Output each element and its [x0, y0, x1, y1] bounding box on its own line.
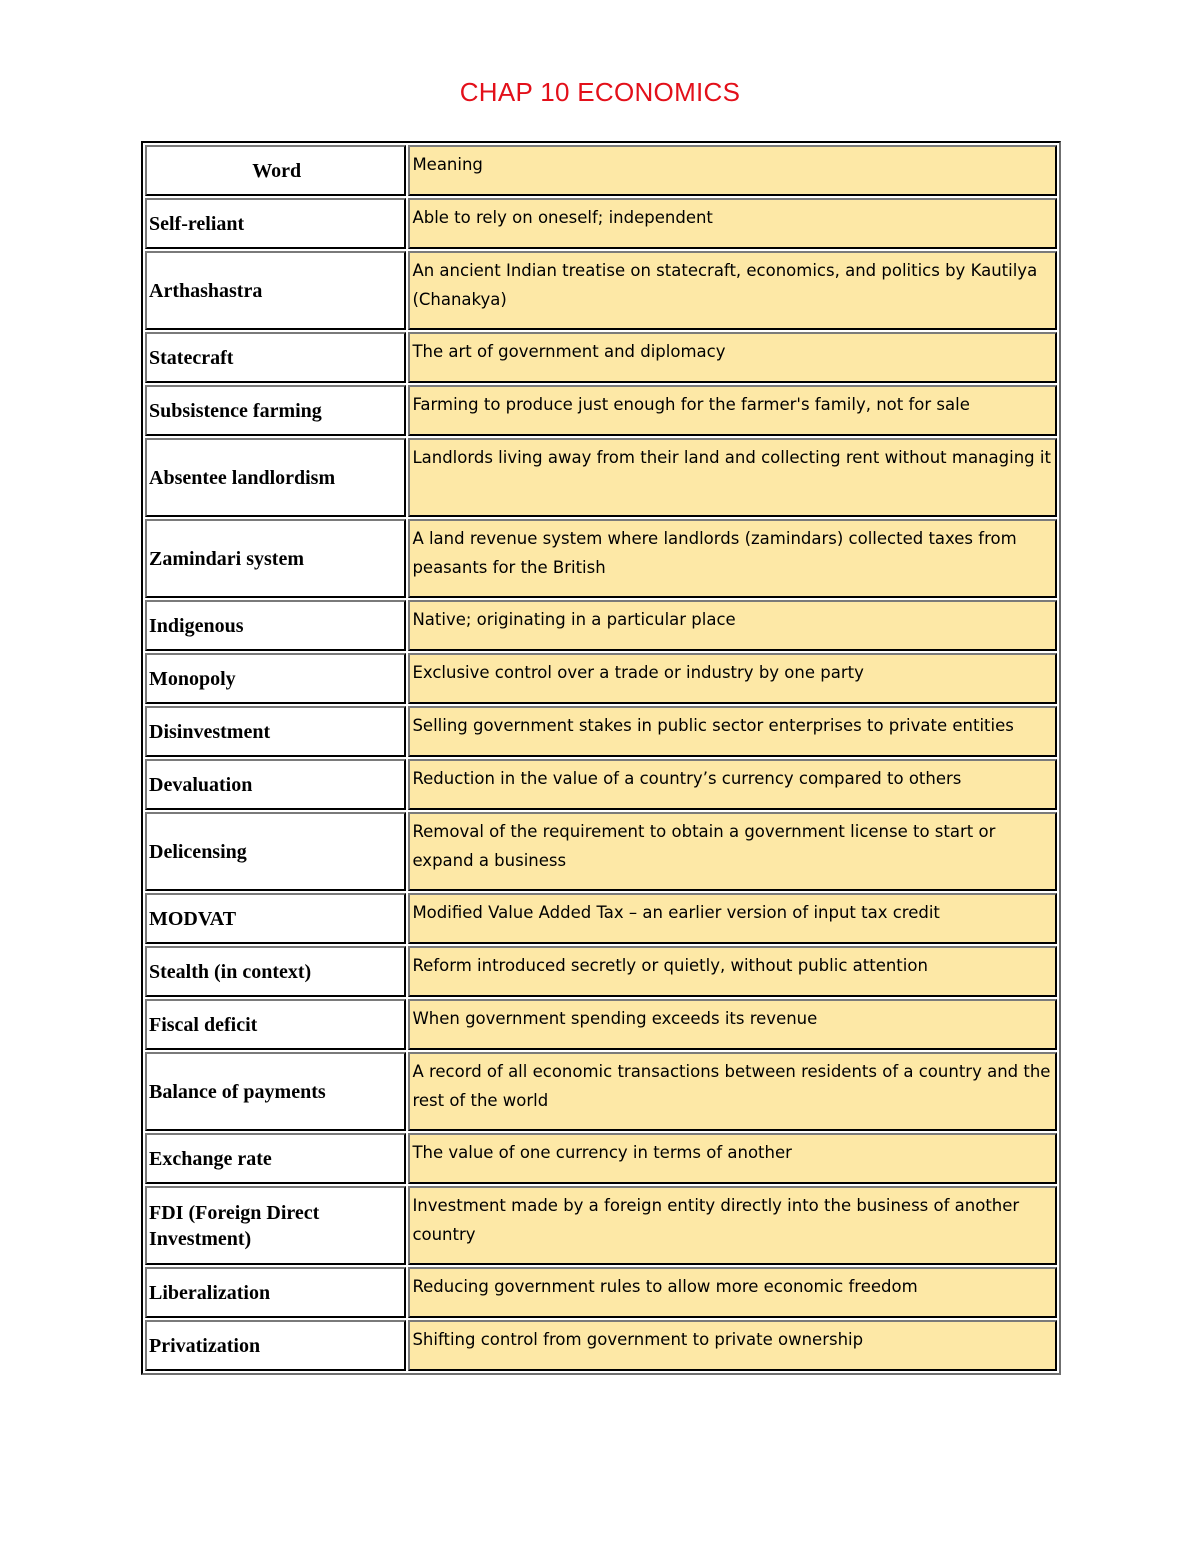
table-row [145, 1133, 1057, 1184]
table-row [145, 946, 1057, 997]
word-cell: Disinvestment [145, 706, 406, 757]
meaning-cell: Selling government stakes in public sector enterprises to private entities [408, 706, 1057, 757]
table-row [145, 999, 1057, 1050]
word-cell: Indigenous [145, 600, 406, 651]
meaning-cell: Farming to produce just enough for the farmer's family, not for sale [408, 385, 1057, 436]
table-row [145, 600, 1057, 651]
table-row [145, 438, 1057, 517]
word-cell: Fiscal deficit [145, 999, 406, 1050]
meaning-cell: Exclusive control over a trade or industry by one party [408, 653, 1057, 704]
table-row [145, 519, 1057, 598]
meaning-cell: Landlords living away from their land and collecting rent without managing it [408, 438, 1057, 517]
table-header-row [145, 145, 1057, 196]
meaning-cell: Modified Value Added Tax – an earlier version of input tax credit [408, 893, 1057, 944]
table-row [145, 759, 1057, 810]
table-row [145, 198, 1057, 249]
meaning-cell: Able to rely on oneself; independent [408, 198, 1057, 249]
word-cell: Exchange rate [145, 1133, 406, 1184]
word-cell: Privatization [145, 1320, 406, 1371]
page-title: CHAP 10 ECONOMICS [459, 77, 741, 107]
table-row [145, 812, 1057, 891]
meaning-cell: When government spending exceeds its revenue [408, 999, 1057, 1050]
meaning-cell: The value of one currency in terms of another [408, 1133, 1057, 1184]
word-cell: Arthashastra [145, 251, 406, 330]
table-row [145, 1320, 1057, 1371]
table-row [145, 1267, 1057, 1318]
word-cell: Devaluation [145, 759, 406, 810]
meaning-cell: Shifting control from government to private ownership [408, 1320, 1057, 1371]
word-cell: Balance of payments [145, 1052, 406, 1131]
word-cell: Zamindari system [145, 519, 406, 598]
word-cell: Statecraft [145, 332, 406, 383]
meaning-cell: Reducing government rules to allow more economic freedom [408, 1267, 1057, 1318]
word-cell: Self-reliant [145, 198, 406, 249]
word-cell: Absentee landlordism [145, 438, 406, 517]
meaning-cell: Reform introduced secretly or quietly, without public attention [408, 946, 1057, 997]
vocabulary-table [141, 141, 1061, 1375]
meaning-cell: Removal of the requirement to obtain a government license to start or expand a business [408, 812, 1057, 891]
table-row [145, 385, 1057, 436]
table-row [145, 1052, 1057, 1131]
table-row [145, 332, 1057, 383]
meaning-cell: Investment made by a foreign entity directly into the business of another country [408, 1186, 1057, 1265]
meaning-column-header: Meaning [408, 145, 1057, 196]
meaning-cell: Native; originating in a particular place [408, 600, 1057, 651]
meaning-cell: An ancient Indian treatise on statecraft, economics, and politics by Kautilya (Chanakya) [408, 251, 1057, 330]
meaning-cell: Reduction in the value of a country’s currency compared to others [408, 759, 1057, 810]
table-row [145, 653, 1057, 704]
table-row [145, 1186, 1057, 1265]
meaning-cell: A land revenue system where landlords (zamindars) collected taxes from peasants for the British [408, 519, 1057, 598]
meaning-cell: The art of government and diplomacy [408, 332, 1057, 383]
word-cell: Delicensing [145, 812, 406, 891]
word-cell: Stealth (in context) [145, 946, 406, 997]
word-column-header: Word [145, 145, 406, 196]
word-cell: Monopoly [145, 653, 406, 704]
table-row [145, 706, 1057, 757]
word-cell: MODVAT [145, 893, 406, 944]
table-row [145, 251, 1057, 330]
word-cell: Subsistence farming [145, 385, 406, 436]
meaning-cell: A record of all economic transactions between residents of a country and the rest of the world [408, 1052, 1057, 1131]
table-row [145, 893, 1057, 944]
word-cell: Liberalization [145, 1267, 406, 1318]
word-cell: FDI (Foreign Direct Investment) [145, 1186, 406, 1265]
